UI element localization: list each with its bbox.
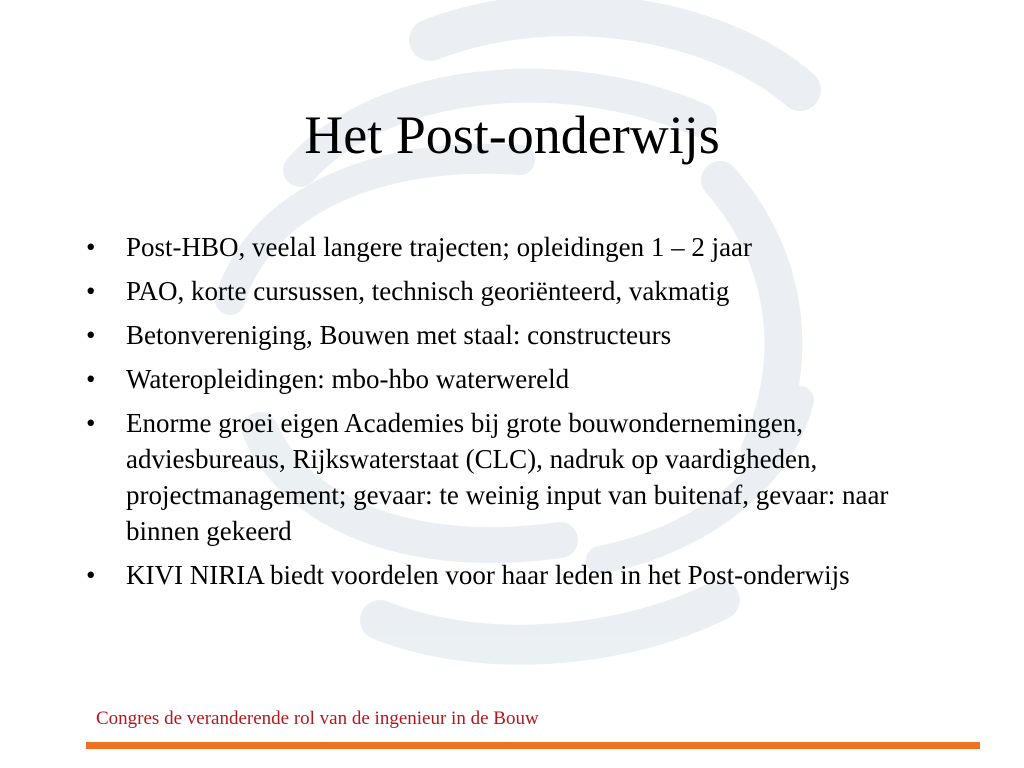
bullet-dot: • bbox=[86, 560, 96, 590]
slide-title: Het Post-onderwijs bbox=[304, 105, 720, 165]
bullet-list bbox=[86, 229, 936, 601]
bullet-item bbox=[86, 405, 936, 549]
footer-rule bbox=[86, 742, 980, 749]
bullet-item bbox=[86, 361, 936, 397]
bullet-item bbox=[86, 557, 936, 593]
bullet-text: KIVI NIRIA biedt voordelen voor haar leden in het Post-onderwijs bbox=[126, 560, 850, 590]
bullet-dot: • bbox=[86, 320, 96, 350]
bullet-text: Post-HBO, veelal langere trajecten; opleidingen 1 – 2 jaar bbox=[126, 232, 753, 262]
bullet-dot: • bbox=[86, 364, 96, 394]
bullet-text: PAO, korte cursussen, technisch georiënteerd, vakmatig bbox=[126, 276, 730, 306]
bullet-dot: • bbox=[86, 232, 96, 262]
bullet-item bbox=[86, 229, 936, 265]
bullet-dot: • bbox=[86, 408, 96, 438]
bullet-item bbox=[86, 317, 936, 353]
bullet-item bbox=[86, 273, 936, 309]
bullet-text: Wateropleidingen: mbo-hbo waterwereld bbox=[126, 364, 570, 394]
bullet-dot: • bbox=[86, 276, 96, 306]
bullet-text: Enorme groei eigen Academies bij grote bouwondernemingen, adviesbureaus, Rijkswaterstaat (CLC), nadruk op vaardigheden, projectmanagement; gevaar: te weinig input van buitenaf, gevaar: naar binnen gekeerd bbox=[126, 408, 889, 546]
footer-text: Congres de veranderende rol van de ingenieur in de Bouw bbox=[96, 708, 539, 729]
bullet-text: Betonvereniging, Bouwen met staal: constructeurs bbox=[126, 320, 672, 350]
